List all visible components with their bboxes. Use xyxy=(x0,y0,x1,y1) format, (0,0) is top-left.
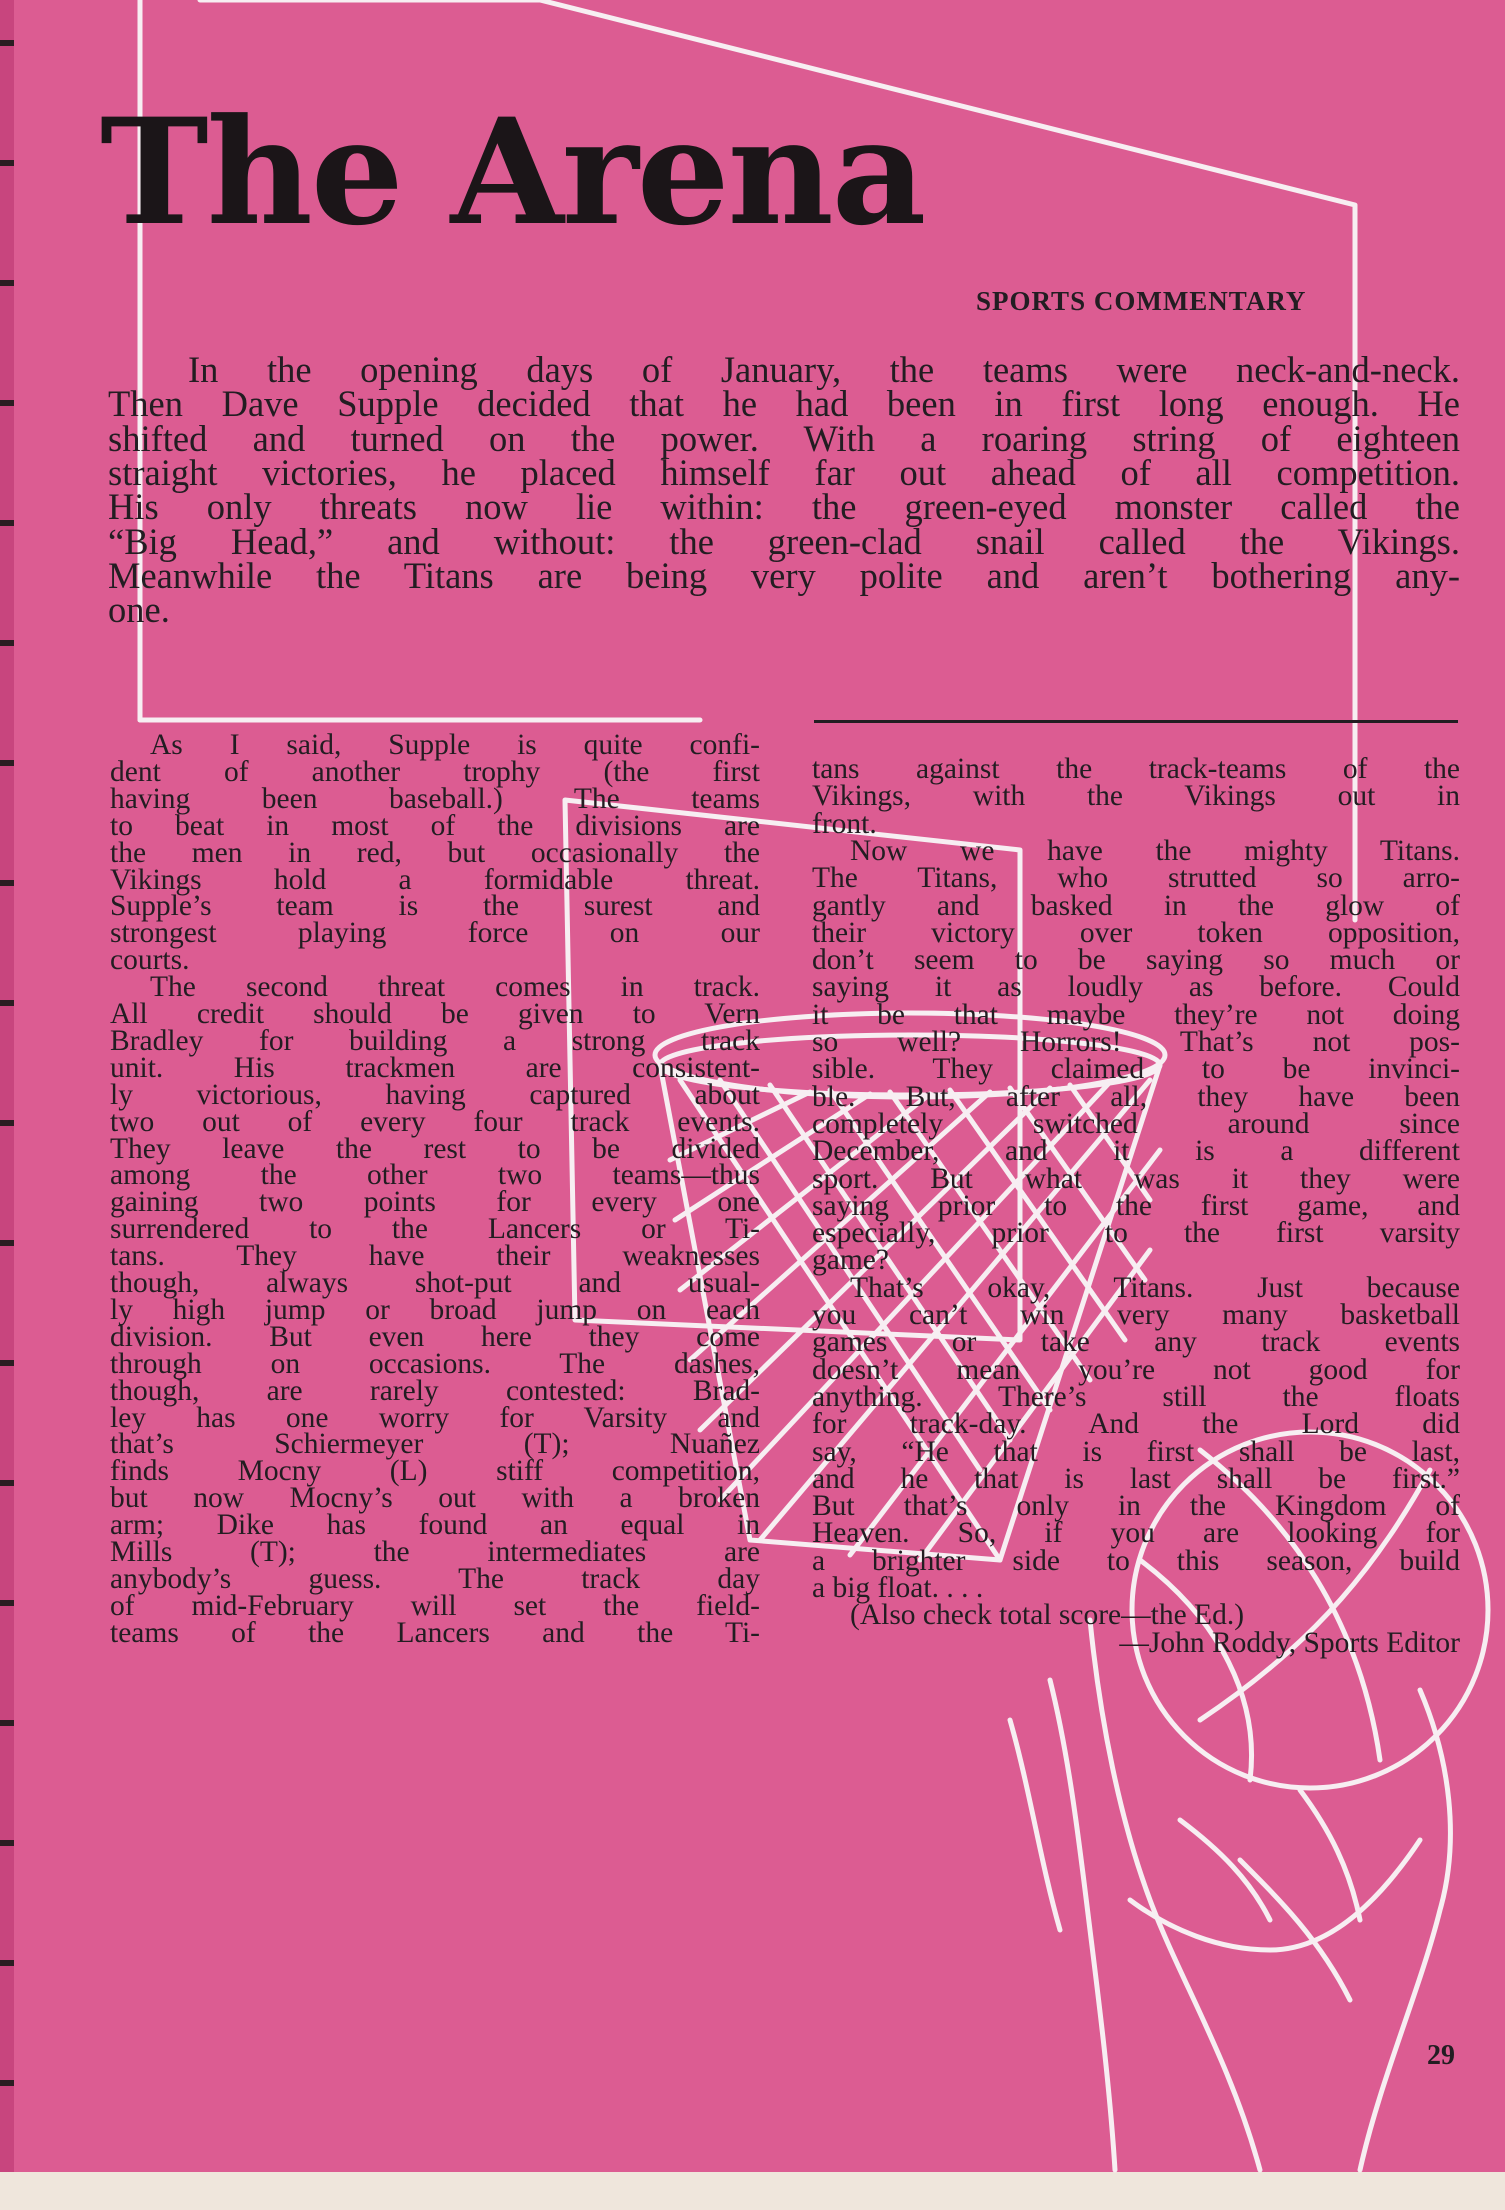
text-line: ly victorious, having captured about xyxy=(110,1078,760,1111)
text-line: Mills (T); the intermediates are xyxy=(110,1536,760,1568)
text-line: Vikings hold a formidable threat. xyxy=(110,863,760,896)
text-line: of mid-February will set the field- xyxy=(110,1589,760,1622)
text-line: The Titans, who strutted so arro- xyxy=(812,862,1460,895)
text-line: teams of the Lancers and the Ti- xyxy=(110,1616,760,1649)
text-line: two out of every four track events. xyxy=(110,1105,760,1138)
section-label: SPORTS COMMENTARY xyxy=(976,286,1307,316)
text-line: —John Roddy, Sports Editor xyxy=(1119,1626,1460,1659)
text-line: (Also check total score—the Ed.) xyxy=(850,1599,1245,1632)
text-line: you can’t win very many basketball xyxy=(812,1299,1460,1331)
text-line: Bradley for building a strong track xyxy=(110,1024,760,1057)
text-line: so well? Horrors! That’s not pos- xyxy=(812,1026,1460,1058)
text-line: doesn’t mean you’re not good for xyxy=(812,1353,1460,1386)
text-line: sport. But what was it they were xyxy=(812,1162,1460,1195)
text-line: shifted and turned on the power. With a roaring string of eighteen xyxy=(108,417,1460,459)
text-line: The second threat comes in track. xyxy=(150,971,760,1004)
text-line: ble. But, after all, they have been xyxy=(812,1080,1460,1113)
text-line: tans. They have their weaknesses xyxy=(110,1240,760,1273)
text-line: anything. There’s still the floats xyxy=(812,1380,1460,1413)
text-line: Vikings, with the Vikings out in xyxy=(812,780,1460,813)
text-line: saying prior to the first game, and xyxy=(812,1189,1460,1222)
column-divider-rule xyxy=(814,720,1458,723)
text-line: though, always shot-put and usual- xyxy=(110,1267,760,1299)
text-line: though, are rarely contested: Brad- xyxy=(110,1374,760,1407)
text-line: games or take any track events xyxy=(812,1326,1460,1359)
text-line: the men in red, but occasionally the xyxy=(110,836,760,869)
text-line: a brighter side to this season, build xyxy=(812,1544,1460,1577)
text-line: surrendered to the Lancers or Ti- xyxy=(110,1213,760,1246)
text-line: among the other two teams—thus xyxy=(110,1159,760,1192)
text-line: tans against the track-teams of the xyxy=(812,753,1460,785)
text-line: ley has one worry for Varsity and xyxy=(110,1401,760,1434)
text-line: don’t seem to be saying so much or xyxy=(812,944,1460,977)
text-line: unit. His trackmen are consistent- xyxy=(110,1051,760,1084)
text-line: In the opening days of January, the teams were neck-and-neck. xyxy=(188,349,1460,390)
text-line: for track-day. And the Lord did xyxy=(812,1408,1460,1441)
text-line: But that’s only in the Kingdom of xyxy=(812,1490,1460,1523)
text-line: but now Mocny’s out with a broken xyxy=(110,1482,760,1515)
text-line: through on occasions. The dashes, xyxy=(110,1347,760,1380)
text-line: Meanwhile the Titans are being very polite and aren’t bothering any- xyxy=(108,554,1460,596)
text-line: courts. xyxy=(110,944,190,977)
text-line: straight victories, he placed himself far out ahead of all competition. xyxy=(108,451,1460,493)
text-line: division. But even here they come xyxy=(110,1320,760,1353)
text-line: to beat in most of the divisions are xyxy=(110,809,760,842)
text-line: As I said, Supple is quite confi- xyxy=(150,729,760,761)
text-line: one. xyxy=(108,589,170,631)
text-line: December, and it is a different xyxy=(812,1135,1460,1168)
text-line: arm; Dike has found an equal in xyxy=(110,1509,760,1542)
text-line: a big float. . . . xyxy=(812,1572,984,1604)
text-line: Supple’s team is the surest and xyxy=(110,890,760,923)
text-line: anybody’s guess. The track day xyxy=(110,1562,760,1595)
text-line: their victory over token opposition, xyxy=(812,916,1460,949)
text-line: That’s okay, Titans. Just because xyxy=(850,1271,1460,1304)
text-line: “Big Head,” and without: the green-clad snail called the Vikings. xyxy=(108,520,1460,562)
text-line: strongest playing force on our xyxy=(110,917,760,950)
text-line: All credit should be given to Vern xyxy=(110,998,760,1030)
text-line: front. xyxy=(812,807,877,840)
text-line: especially, prior to the first varsity xyxy=(812,1217,1460,1250)
text-line: finds Mocny (L) stiff competition, xyxy=(110,1455,760,1488)
text-line: dent of another trophy (the first xyxy=(110,755,760,788)
text-line: gaining two points for every one xyxy=(110,1186,760,1219)
text-line: having been baseball.) The teams xyxy=(110,782,760,815)
text-line: They leave the rest to be divided xyxy=(110,1132,760,1165)
text-line: game? xyxy=(812,1244,889,1277)
text-line: completely switched around since xyxy=(812,1107,1460,1140)
text-line: it be that maybe they’re not doing xyxy=(812,998,1460,1031)
page-title: The Arena xyxy=(100,87,925,258)
text-line: say, “He that is first shall be last, xyxy=(812,1435,1460,1468)
text-line: that’s Schiermeyer (T); Nuañez xyxy=(110,1428,760,1461)
text-line: gantly and basked in the glow of xyxy=(812,889,1460,922)
text-line: Heaven. So, if you are looking for xyxy=(812,1517,1460,1550)
text-line: saying it as loudly as before. Could xyxy=(812,971,1460,1004)
text-line: Now we have the mighty Titans. xyxy=(850,834,1460,867)
text-line: ly high jump or broad jump on each xyxy=(110,1293,760,1326)
text-line: His only threats now lie within: the green-eyed monster called the xyxy=(108,486,1460,528)
text-line: sible. They claimed to be invinci- xyxy=(812,1053,1460,1086)
text-line: Then Dave Supple decided that he had been in first long enough. He xyxy=(108,383,1460,425)
text-line: and he that is last shall be first.” xyxy=(812,1462,1460,1495)
page-number: 29 xyxy=(1427,2040,1455,2071)
